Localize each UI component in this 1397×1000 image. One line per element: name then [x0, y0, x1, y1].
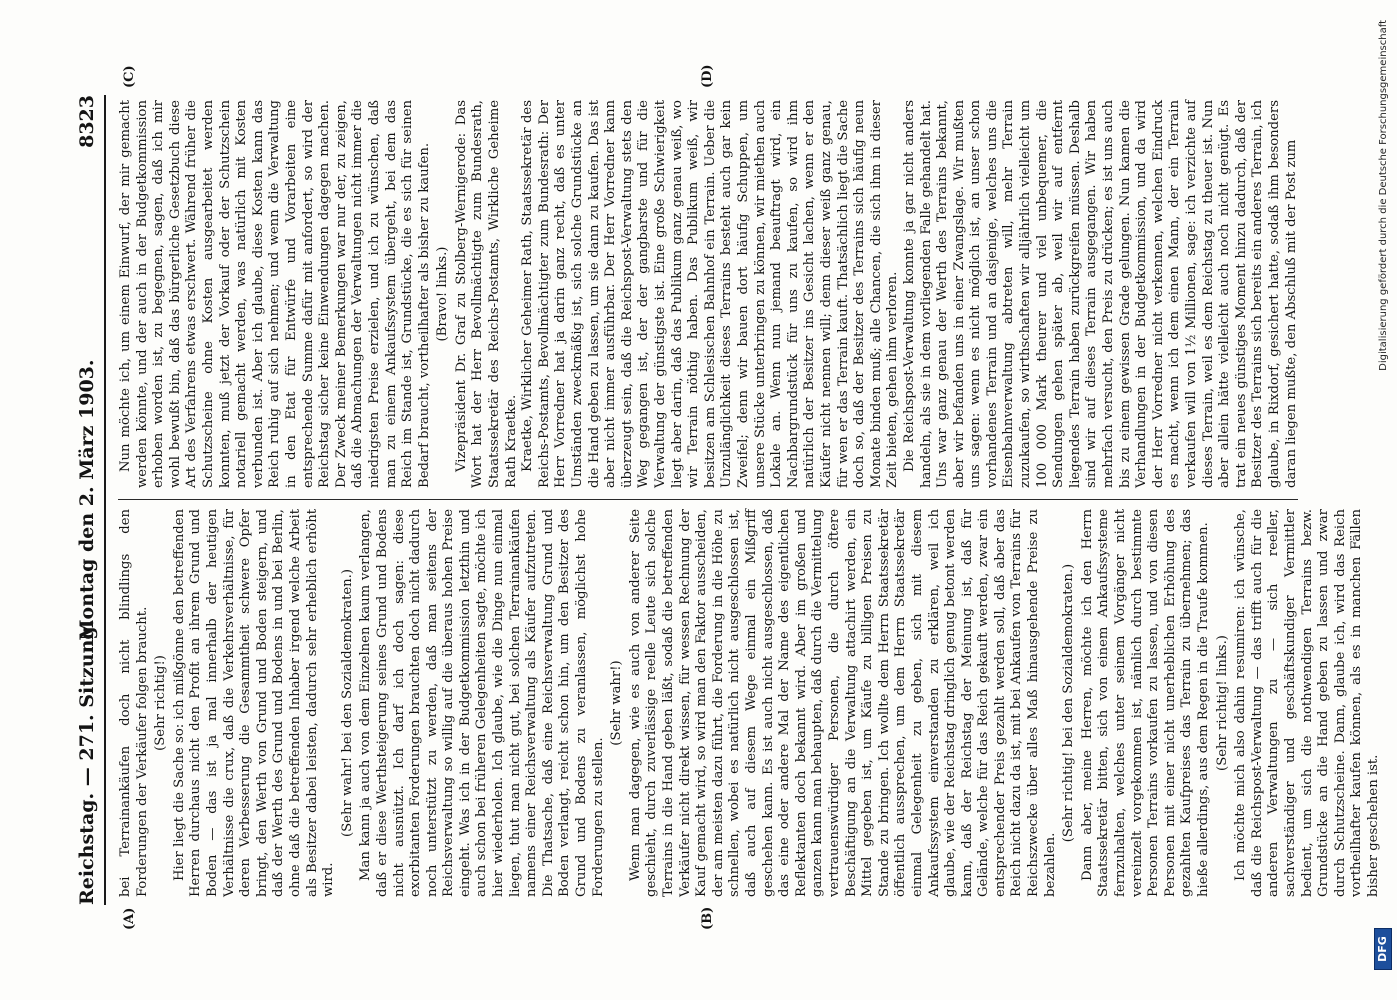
interjection: (Sehr wahr!) — [609, 660, 625, 746]
credit-text: Digitalisierung gefördert durch die Deutsche Forschungsgemeinschaft — [1378, 20, 1389, 371]
interjection: (Sehr richtig! links.) — [1214, 635, 1230, 771]
interjection: (Sehr wahr! bei den Sozialdemokraten.) — [339, 569, 355, 837]
dfg-logo-icon: DFG — [1374, 928, 1392, 970]
margin-marker-b: (B) — [700, 906, 715, 930]
paragraph: Ich möchte mich also dahin resumiren: ich wünsche, daß die Reichspost-Verwaltung — das trifft auch für die anderen Verwaltungen zu — sich reeller, sachverständiger und geschäftskundiger Vermittler bedient, um sich die nothwendigen Terrains bezw. Grundstücke an die Hand geben zu lassen und zwar durch Schutzscheine. Dann, glaube ich, wird das Reich vortheilhafter kaufen können, als es in manchen Fällen bisher geschehen ist. — [1233, 509, 1381, 897]
speaker-paragraph: Kraetke, Wirklicher Geheimer Rath, Staatssekretär des Reichs-Postamts, Bevollmächtigter zum Bundesrath: Der Herr Vorredner hat ja darin ganz recht, daß es unter Umständen zweckmäßig ist, sich solche Grundstücke an die Hand geben zu lassen, um sie dann zu kaufen. Das ist aber nicht immer ausführbar. Der Herr Vorredner kann überzeugt sein, daß die Reichspost-Verwaltung stets den Weg gegangen ist, der der gangbarste und für die Verwaltung der günstigste ist. Eine große Schwierigkeit liegt aber darin, daß das Publikum ganz genau weiß, wo wir Terrain nöthig haben. Das Publikum weiß, wir besitzen am Schlesischen Bahnhof ein Terrain. Ueber die Unzulänglichkeit dieses Terrains besteht auch gar kein Zweifel; denn wir bauen dort häufig Schuppen, um unsere Stücke unterbringen zu können, wir miethen auch Lokale an. Wenn nun jemand beauftragt wird, ein Nachbargrundstück für uns zu kaufen, so wird ihm natürlich der Besitzer ins Gesicht lachen, wenn er den Käufer nicht nennen will; denn dieser weiß ganz genau, für wen er das Terrain kauft. Thatsächlich liegt die Sache doch so, daß der Besitzer des Terrains sich häufig neun Monate binden muß; alle Chancen, die sich ihm in dieser Zeit bieten, gehen ihm verloren. — [520, 100, 901, 488]
paragraph: Hier liegt die Sache so: ich mißgönne den betreffenden Herren durchaus nicht den Profit an ihrem Grund und Boden — das ist ja mal innerhalb der heutigen Verhältnisse die crux, daß die Verkehrsverhältnisse, für deren Verbesserung die Gesammtheit schwere Opfer bringt, den Werth von Grund und Boden steigern, und daß der Werth des Grund und Bodens in und bei Berlin, ohne daß die betreffenden Inhaber irgend welche Arbeit als Besitzer dabei leisten, dadurch sehr erheblich erhöht wird. — [171, 509, 337, 897]
paragraph: Dann aber, meine Herren, möchte ich den Herrn Staatssekretär bitten, sich von einem Ankaufssysteme fernzuhalten, welches unter seinem Vorgänger nicht vereinzelt vorgekommen ist, nämlich durch bestimmte Personen Terrains vorkaufen zu lassen, und von diesen Personen mit einer nicht unerheblichen Erhöhung des gezahlten Kaufpreises das Terrain zu übernehmen; das hieße allerdings, aus dem Regen in die Traufe kommen. — [1079, 509, 1211, 897]
page-number: 8323 — [76, 95, 98, 148]
interjection: (Sehr richtig! bei den Sozialdemokraten.) — [1061, 563, 1077, 843]
margin-marker-d: (D) — [700, 64, 715, 88]
interjection: (Bravo! links.) — [435, 246, 451, 342]
header-date: Montag den 2. März 1903. — [76, 359, 98, 641]
paragraph: bei Terrainankäufen doch nicht blindlings den Forderungen der Verkäufer folgen braucht. — [118, 509, 150, 897]
margin-marker-c: (C) — [122, 65, 137, 88]
header-session: Reichstag. — 271. Sitzung. — [76, 619, 98, 905]
interjection: (Sehr richtig!) — [153, 655, 169, 751]
margin-marker-a: (A) — [122, 907, 137, 930]
paragraph: Nun möchte ich, um einem Einwurf, der mir gemacht werden könnte, und der auch in der Budgetkommission erhoben worden ist, zu begegnen, sagen, daß ich mir wohl bewußt bin, daß das bürgerliche Gesetzbuch diese Art des Verfahrens etwas erschwert. Während früher die Schutzscheine ohne Kosten ausgearbeitet werden konnten, muß jetzt der Vorkauf oder der Schutzschein notariell gemacht werden, was natürlich mit Kosten verbunden ist. Aber ich glaube, diese Kosten kann das Reich ruhig auf sich nehmen; und wenn die Verwaltung in den Etat für Entwürfe und Vorarbeiten eine entsprechende Summe dafür mit anfordert, so wird der Reichstag sicher keine Einwendungen dagegen machen. Der Zweck meiner Bemerkungen war nur der, zu zeigen, daß die Abmachungen der Verwaltungen nicht immer die niedrigsten Preise erzielen, und ich zu wünschen, daß man zu einem Ankaufssystem übergeht, bei dem das Reich im Stande ist, Grundstücke, die es sich für seinen Bedarf braucht, vortheilhafter als bisher zu kaufen. — [118, 100, 432, 488]
paragraph: Wenn man dagegen, wie es auch von anderer Seite geschieht, durch zuverlässige reelle Leute sich solche Terrains in die Hand geben läßt, sodaß die betreffenden Verkäufer nicht direkt wissen, für wessen Rechnung der Kauf gemacht wird, so wird man den Faktor ausscheiden, der am meisten dazu führt, die Forderung in die Höhe zu schnellen, wobei es natürlich nicht ausgeschlossen ist, daß auch auf diesem Wege einmal ein Mißgriff geschehen kann. Es ist auch nicht ausgeschlossen, daß das eine oder andere Mal der Name des eigentlichen Reflektanten doch bekannt wird. Aber im großen und ganzen kann man behaupten, daß durch die Vermittelung vertrauenswürdiger Personen, die durch öftere Beschäftigung an die Verwaltung attachirt werden, ein Mittel gegeben ist, um Käufe zu billigen Preisen zu Stande zu bringen. Ich wollte dem Herrn Staatssekretär öffentlich aussprechen, um dem Herrn Staatssekretär einmal Gelegenheit zu geben, sich mit diesem Ankaufssystem einverstanden zu erklären, weil ich glaube, wie der Reichstag dringlich genug betont werden kann, daß der Reichstag der Meinung ist, daß für Gelände, welche für das Reich gekauft werden, zwar ein entsprechender Preis gezahlt werden soll, daß aber das Reich nicht dazu da ist, mit bei Ankaufen von Terrains für Reichszwecke über alles Maß hinausgehende Preise zu bezahlen. — [627, 509, 1058, 897]
paragraph: Die Reichspost-Verwaltung konnte ja gar nicht anders handeln, als sie in dem vorliegenden Falle gehandelt hat. Uns war ganz genau der Werth des Terrains bekannt, aber wir befanden uns in einer Zwangslage. Wir mußten uns sagen: wenn es nicht möglich ist, an unser schon vorhandenes Terrain und an dasjenige, welches uns die Eisenbahnverwaltung abtreten will, mehr Terrain zuzukaufen, so wirthschaften wir alljährlich vielleicht um 100 000 Mark theurer und viel unbequemer, die Sendungen gehen später ab, weil wir auf entfernt liegendes Terrain haben zurückgreifen müssen. Deshalb sind wir auf dieses Terrain ausgegangen. Wir haben mehrfach versucht, den Preis zu drücken; es ist uns auch bis zu einem gewissen Grade gelungen. Nun kamen die Verhandlungen in der Budgetkommission, und da wird der Herr Vorredner nicht verkennen, welchen Eindruck es macht, wenn ich dem einen Mann, der ein Terrain verkaufen will von 1½ Millionen, sage: ich verzichte auf dieses Terrain, weil es dem Reichstag zu theuer ist. Nun aber allein hätte vielleicht auch noch nicht genügt. Es trat ein neues günstiges Moment hinzu dadurch, daß der Besitzer des Terrains sich bereits ein anderes Terrain, ich glaube, in Rixdorf, gesichert hatte, sodaß ihm besonders daran liegen mußte, den Abschluß mit der Post zum — [901, 100, 1299, 488]
paragraph: Man kann ja auch von dem Einzelnen kaum verlangen, daß er diese Werthsteigerung seines Grund und Bodens nicht ausnützt. Ich darf ich doch sagen: diese exorbitanten Forderungen brauchten doch nicht dadurch noch unterstützt zu werden, daß man seitens der Reichsverwaltung so willig auf die überaus hohen Preise eingeht. Was ich in der Budgetkommission letzthin und auch schon bei früheren Gelegenheiten sagte, möchte ich hier wiederholen. Ich glaube, wie die Dinge nun einmal liegen, thut man nicht gut, bei solchen Terrainankäufen namens einer Reichsverwaltung als Käufer aufzutreten. Die Thatsache, daß eine Reichsverwaltung Grund und Boden verlangt, reicht schon hin, um den Besitzer des Grund und Bodens zu veranlassen, möglichst hohe Forderungen zu stellen. — [358, 509, 606, 897]
speaker-paragraph: Vizepräsident Dr. Graf zu Stolberg-Wernigerode: Das Wort hat der Herr Bevollmächtigte zum Bundesrath, Staatssekretär des Reichs-Postamts, Wirkliche Geheime Rath Kraetke. — [453, 100, 519, 488]
